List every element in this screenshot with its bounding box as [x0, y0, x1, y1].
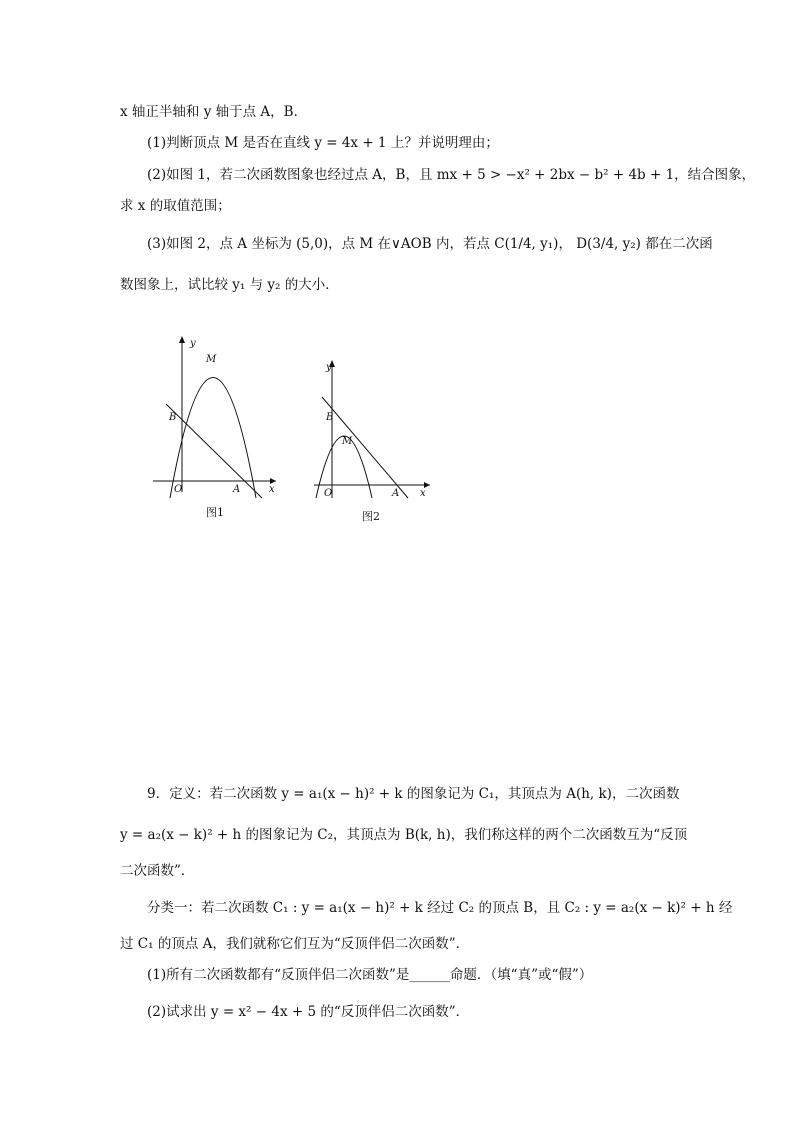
fig2-label-y: y	[326, 362, 332, 373]
p9-category-line2: 过 C₁ 的顶点 A，我们就称它们互为“反顶伴侣二次函数”．	[120, 936, 470, 952]
fig1-label-o: O	[174, 484, 183, 495]
p9-definition-line1: 9．定义：若二次函数 y = a₁(x − h)² + k 的图象记为 C₁，其顶点为 A(h, k)，二次函数	[147, 786, 680, 802]
fig2-label-o: O	[324, 488, 333, 499]
p8-question-3-line1: (3)如图 2，点 A 坐标为 (5,0)，点 M 在∨AOB 内，若点 C(1/4, y₁)， D(3/4, y₂) 都在二次函	[147, 236, 713, 252]
fig1-label-m: M	[206, 354, 217, 365]
p9-definition-line2: y = a₂(x − k)² + h 的图象记为 C₂，其顶点为 B(k, h)，我们称这样的两个二次函数互为“反顶	[120, 827, 688, 843]
fig1-label-x: x	[269, 484, 275, 495]
fig2-label-b: B	[326, 412, 334, 423]
p9-question-2: (2)试求出 y = x² − 4x + 5 的“反顶伴侣二次函数”．	[147, 1004, 470, 1020]
p9-definition-line3: 二次函数”．	[120, 863, 195, 879]
p8-question-2-line1: (2)如图 1，若二次函数图象也经过点 A，B，且 mx + 5 > −x² + 2bx − b² + 4b + 1，结合图象，	[147, 167, 756, 183]
fig2-line-ab	[322, 397, 408, 498]
fig1-caption: 图1	[206, 506, 224, 519]
fig1-label-y: y	[190, 338, 196, 349]
fig1-label-a: A	[233, 484, 241, 495]
figure-1	[148, 332, 280, 500]
p8-intro: x 轴正半轴和 y 轴于点 A，B．	[120, 104, 308, 120]
fig2-label-x: x	[420, 488, 426, 499]
fig1-y-arrow	[179, 336, 185, 343]
p8-question-3-line2: 数图象上，试比较 y₁ 与 y₂ 的大小．	[120, 277, 339, 293]
p8-question-2-line2: 求 x 的取值范围；	[120, 198, 231, 214]
figure-2	[308, 356, 434, 502]
p9-category-line1: 分类一：若二次函数 C₁ : y = a₁(x − h)² + k 经过 C₂ 的顶点 B，且 C₂ : y = a₂(x − k)² + h 经	[147, 900, 733, 916]
fig1-label-b: B	[169, 412, 177, 423]
p8-question-1: (1)判断顶点 M 是否在直线 y = 4x + 1 上？并说明理由；	[147, 135, 499, 151]
fig2-label-a: A	[392, 488, 400, 499]
fig2-label-m: M	[342, 436, 353, 447]
fig2-caption: 图2	[362, 510, 380, 523]
p9-question-1: (1)所有二次函数都有“反顶伴侣二次函数”是______命题．（填“真”或“假”）	[147, 967, 593, 983]
